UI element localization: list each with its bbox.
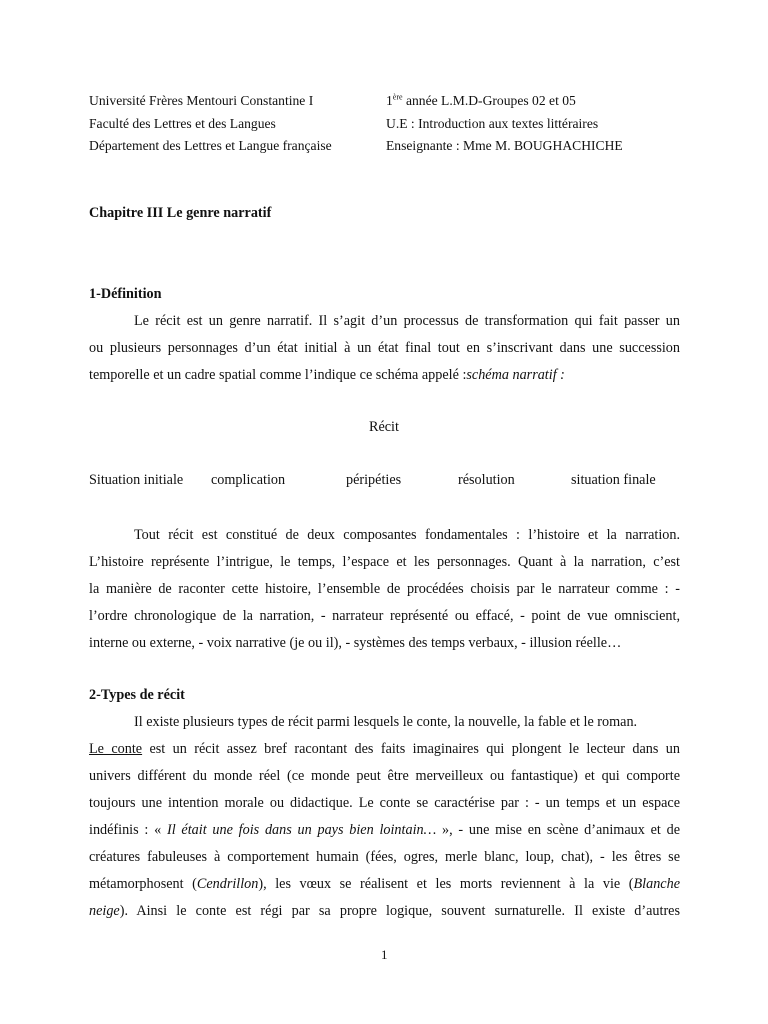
header-institution [89,90,332,158]
header-department: Département des Lettres et Langue française [89,138,332,153]
paragraph-components: Tout récit est constitué de deux composantes fondamentales : l’histoire et la narration. L’histoire représente l’intrigue, le temps, l’espace et les personnages. Quant à la narration, c’est la manière de raconter cette histoire, l’ensemble de procédées choisis par le narrateur comme : - l’ordre chronologique de la narration, - narrateur représenté ou effacé, - point de vue omniscient, interne ou externe, - voix narrative (je ou il), - systèmes des temps verbaux, - illusion réelle… [89,527,680,651]
section-heading-definition: 1-Définition [89,286,162,302]
header-university: Université Frères Mentouri Constantine I [89,93,314,108]
schema-step: complication [211,472,286,488]
page-number: 1 [381,947,388,962]
paragraph-types: Il existe plusieurs types de récit parmi lesquels le conte, la nouvelle, la fable et le roman. Le conte est un récit assez bref racontant des faits imaginaires qui plongent le lecteur dans un univers différent du monde réel (ce monde peut être merveilleux ou fantastique) et qui comporte toujours une intention morale ou didactique. Le conte se caractérise par : - un temps et un espace indéfinis : « Il était une fois dans un pays bien lointain… », - une mise en scène d’animaux et de créatures fabuleuses à comportement humain (fées, ogres, merle blanc, loup, chat), - les êtres se métamorphosent (Cendrillon), les vœux se réalisent et les morts reviennent à la vie (Blanche neige). Ainsi le conte est régi par sa propre logique, souvent surnaturelle. Il existe d’autres [89,714,681,919]
schema-step: situation finale [571,472,656,488]
header-course [386,90,623,158]
header-faculty: Faculté des Lettres et des Langues [89,115,276,131]
schema-step: Situation initiale [89,472,184,488]
paragraph-definition: Le récit est un genre narratif. Il s’agit d’un processus de transformation qui fait passer un ou plusieurs personnages d’un état initial à un état final tout en s’inscrivant dans une succession temporelle et un cadre spatial comme l’indique ce schéma appelé :schéma narratif : [89,313,680,383]
header-teacher: Enseignante : Mme M. BOUGHACHICHE [386,138,623,153]
schema-title: Récit [369,419,399,435]
schema-step: résolution [458,472,515,488]
section-heading-types: 2-Types de récit [89,687,185,703]
chapter-title: Chapitre III Le genre narratif [89,205,272,221]
schema-step: péripéties [346,472,402,488]
term-le-conte: Le conte [89,741,143,757]
header-year: 1ère année L.M.D-Groupes 02 et 05 [386,92,576,108]
header-ue: U.E : Introduction aux textes littéraires [386,115,599,131]
